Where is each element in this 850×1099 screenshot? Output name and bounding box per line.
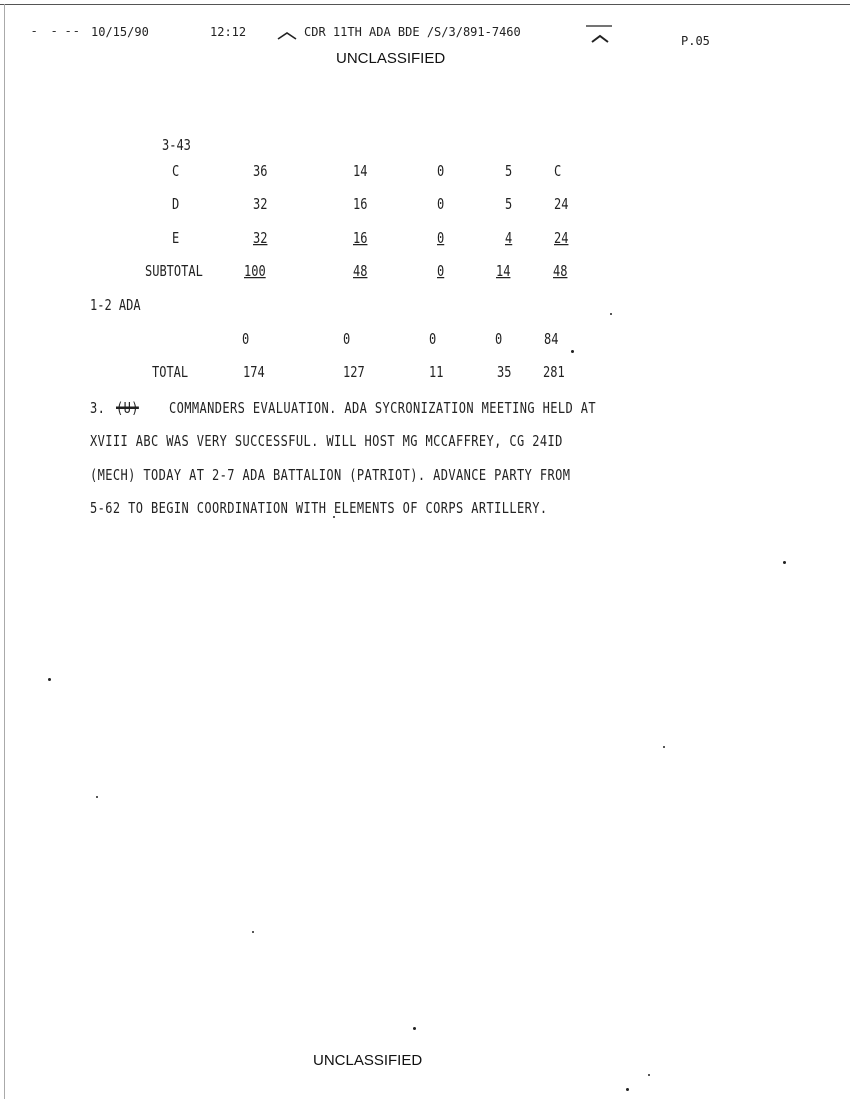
table-cell: 0: [437, 229, 445, 247]
table-cell: 0: [242, 330, 250, 348]
row-label: D: [172, 195, 180, 213]
table-cell: 4: [505, 229, 513, 247]
table-cell: 24: [554, 195, 569, 213]
table-cell: 32: [253, 195, 268, 213]
paragraph-line: (MECH) TODAY AT 2-7 ADA BATTALION (PATRIOT). ADVANCE PARTY FROM: [90, 466, 571, 484]
scan-speck: [610, 313, 612, 315]
scan-speck: [648, 1074, 650, 1076]
paragraph-line: 5-62 TO BEGIN COORDINATION WITH ELEMENTS OF CORPS ARTILLERY.: [90, 499, 548, 517]
table-cell: 35: [497, 363, 512, 381]
table-cell: 127: [343, 363, 365, 381]
fax-sender: CDR 11TH ADA BDE /S/3/891-7460: [304, 25, 521, 39]
paragraph-number: 3.: [90, 399, 106, 417]
table-cell: 5: [505, 162, 513, 180]
header-mark: -: [52, 24, 57, 38]
table-cell: 5: [505, 195, 513, 213]
row-label: TOTAL: [152, 363, 189, 381]
scan-speck: [783, 561, 786, 564]
fax-time: 12:12: [210, 25, 247, 39]
scan-speck: [48, 678, 51, 681]
scan-speck: [571, 350, 574, 353]
table-cell: 174: [243, 363, 265, 381]
table-cell: 48: [353, 262, 368, 280]
header-mark: -: [32, 24, 37, 38]
unit-label: 3-43: [162, 136, 191, 154]
table-cell: 84: [544, 330, 559, 348]
caret-icon: [584, 24, 616, 46]
scan-speck: [252, 931, 254, 933]
table-cell: 36: [253, 162, 268, 180]
scan-speck: [413, 1027, 416, 1030]
scan-speck: [333, 516, 335, 518]
table-cell: 11: [429, 363, 444, 381]
header-mark: - -: [66, 24, 79, 38]
scan-speck: [96, 796, 98, 798]
table-cell: 16: [353, 229, 368, 247]
table-cell: 0: [437, 195, 445, 213]
row-label: E: [172, 229, 180, 247]
table-cell: 14: [353, 162, 368, 180]
table-cell: 0: [495, 330, 503, 348]
fax-page-number: P.05: [681, 34, 710, 48]
scan-speck: [626, 1088, 629, 1091]
table-cell: C: [554, 162, 562, 180]
classification-top: UNCLASSIFIED: [336, 50, 446, 67]
table-cell: 14: [496, 262, 511, 280]
table-cell: 0: [437, 262, 445, 280]
classification-bottom: UNCLASSIFIED: [313, 1052, 423, 1069]
table-cell: 281: [543, 363, 565, 381]
unit-label: 1-2 ADA: [90, 296, 141, 314]
row-label: SUBTOTAL: [145, 262, 203, 280]
fax-left-edge: [4, 4, 5, 1099]
scan-speck: [663, 746, 665, 748]
fax-date: 10/15/90: [91, 25, 149, 39]
table-cell: 0: [429, 330, 437, 348]
table-cell: 24: [554, 229, 569, 247]
classification-marking: (U): [116, 399, 139, 417]
paragraph-line: COMMANDERS EVALUATION. ADA SYCRONIZATION MEETING HELD AT: [169, 399, 596, 417]
table-cell: 32: [253, 229, 268, 247]
table-cell: 16: [353, 195, 368, 213]
table-cell: 0: [437, 162, 445, 180]
table-cell: 48: [553, 262, 568, 280]
caret-icon: [276, 30, 298, 42]
row-label: C: [172, 162, 180, 180]
table-cell: 100: [244, 262, 266, 280]
table-cell: 0: [343, 330, 351, 348]
paragraph-line: XVIII ABC WAS VERY SUCCESSFUL. WILL HOST MG MCCAFFREY, CG 24ID: [90, 432, 563, 450]
fax-top-border: [0, 4, 850, 5]
